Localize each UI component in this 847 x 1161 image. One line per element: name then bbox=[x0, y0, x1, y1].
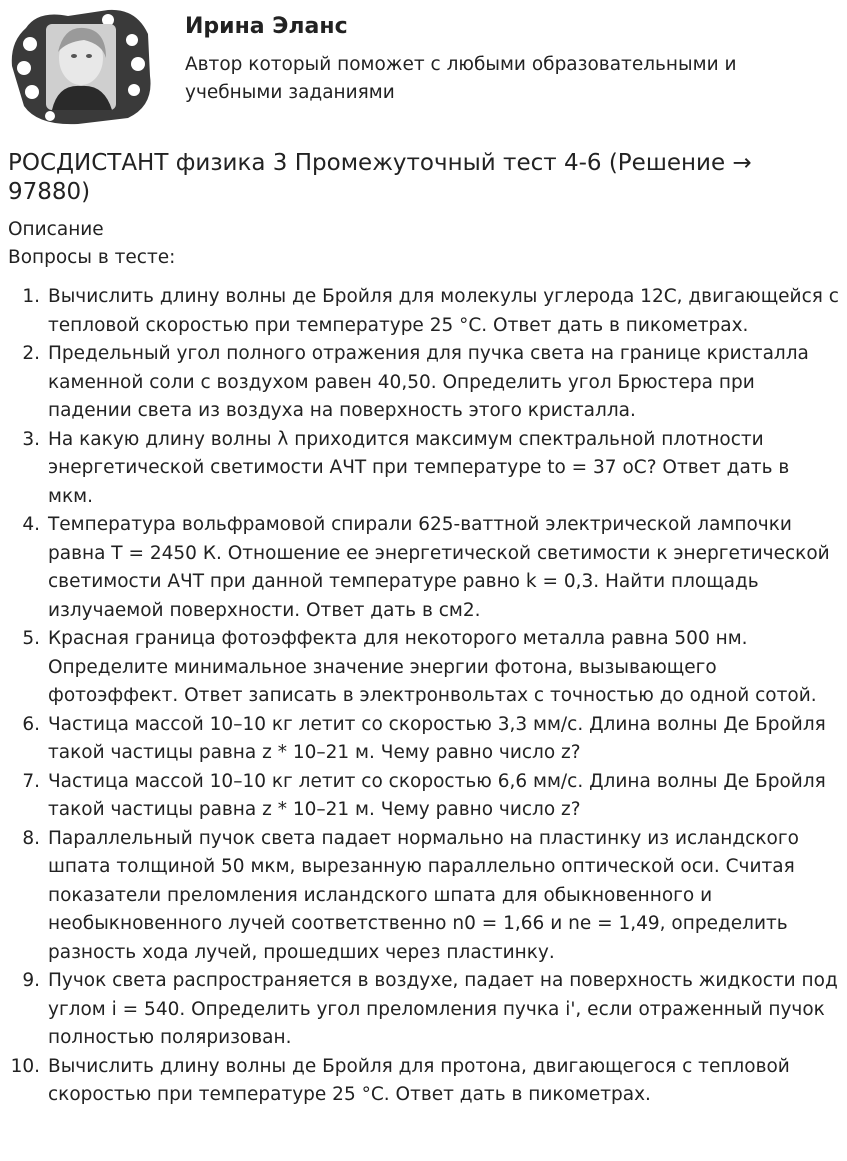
item-text: Параллельный пучок света падает нормально на пластинку из исландского шпата толщиной 50 мкм, вырезанную параллельно оптической оси. Считая показатели преломления исландского шпата для обыкновенного и необыкновенного лучей соответственно n0 = 1,66 и ne = 1,49, определить разность хода лучей, прошедших через пластинку. bbox=[48, 827, 799, 963]
item-number: 6. bbox=[22, 713, 40, 735]
list-item bbox=[0, 283, 840, 340]
item-number: 2. bbox=[22, 343, 40, 364]
item-text: Частица массой 10–10 кг летит со скоростью 6,6 мм/с. Длина волны Де Бройля такой частицы равна z * 10–21 м. Чему равно число z? bbox=[48, 770, 826, 820]
questions-label: Вопросы в тесте: bbox=[8, 247, 176, 268]
item-number: 10. bbox=[10, 1055, 40, 1077]
list-item bbox=[0, 625, 840, 711]
list-item bbox=[0, 511, 840, 625]
list-item bbox=[0, 426, 840, 512]
item-text: Вычислить длину волны де Бройля для молекулы углерода 12С, двигающейся с тепловой скоростью при температуре 25 °С. Ответ дать в пикометрах. bbox=[48, 286, 839, 336]
list-item bbox=[0, 1053, 840, 1110]
item-number: 8. bbox=[22, 827, 40, 849]
item-text: Красная граница фотоэффекта для некоторого металла равна 500 нм. Определите минимальное значение энергии фотона, вызывающего фотоэффект. Ответ записать в электронвольтах с точностью до одной сотой. bbox=[48, 628, 817, 706]
author-name[interactable]: Ирина Эланс bbox=[185, 14, 348, 39]
item-text: Предельный угол полного отражения для пучка света на границе кристалла каменной соли с воздухом равен 40,50. Определить угол Брюстера при падении света из воздуха на поверхность этого кристалла. bbox=[48, 343, 809, 421]
author-card bbox=[0, 0, 847, 140]
item-text: Температура вольфрамовой спирали 625-ваттной электрической лампочки равна Т = 2450 К. Отношение ее энергетической светимости к энергетической светимости АЧТ при данной температуре равно k = 0,3. Найти площадь излучаемой поверхности. Ответ дать в см2. bbox=[48, 514, 830, 621]
questions-list bbox=[0, 283, 840, 1110]
list-item bbox=[0, 711, 840, 768]
item-number: 5. bbox=[22, 628, 40, 649]
item-text: На какую длину волны λ приходится максимум спектральной плотности энергетической светимости АЧТ при температуре to = 37 oC? Ответ дать в мкм. bbox=[48, 428, 790, 507]
list-item bbox=[0, 768, 840, 825]
item-number: 1. bbox=[22, 286, 40, 307]
page-title: РОСДИСТАНТ физика 3 Промежуточный тест 4-6 (Решение → 97880) bbox=[8, 150, 752, 205]
description-label: Описание bbox=[8, 219, 104, 240]
list-item bbox=[0, 825, 840, 968]
list-item bbox=[0, 340, 840, 426]
author-description: Автор который поможет с любыми образовательными и учебными заданиями bbox=[185, 54, 737, 103]
item-number: 4. bbox=[22, 514, 40, 535]
item-number: 7. bbox=[22, 770, 40, 792]
item-number: 9. bbox=[22, 970, 40, 991]
author-avatar[interactable] bbox=[8, 6, 154, 126]
item-text: Пучок света распространяется в воздухе, падает на поверхность жидкости под углом i = 540. Определить угол преломления пучка i', если отраженный пучок полностью поляризован. bbox=[48, 970, 838, 1048]
item-number: 3. bbox=[22, 428, 40, 450]
list-item bbox=[0, 967, 840, 1053]
item-text: Вычислить длину волны де Бройля для протона, двигающегося с тепловой скоростью при температуре 25 °С. Ответ дать в пикометрах. bbox=[48, 1055, 790, 1105]
item-text: Частица массой 10–10 кг летит со скоростью 3,3 мм/с. Длина волны Де Бройля такой частицы равна z * 10–21 м. Чему равно число z? bbox=[48, 713, 826, 763]
